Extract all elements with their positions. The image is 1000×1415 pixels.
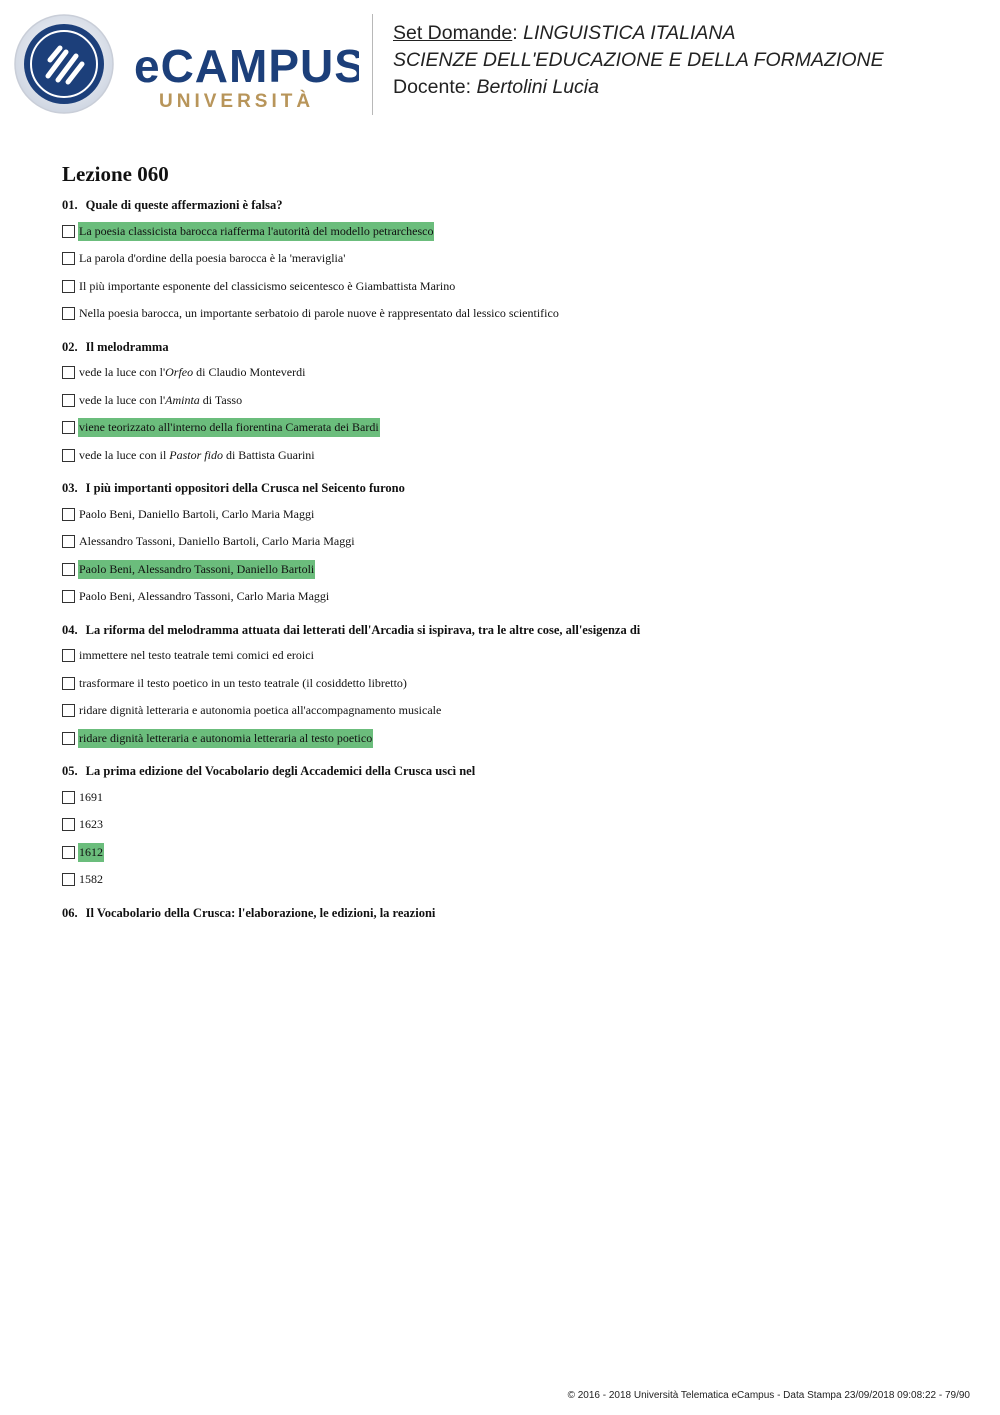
answer-option[interactable] <box>62 646 962 666</box>
answer-text-part: vede la luce con il <box>79 447 170 462</box>
answer-text <box>78 587 330 606</box>
answer-option[interactable] <box>62 276 962 296</box>
answer-text <box>78 505 315 524</box>
logo-wordmark: eCAMPUS <box>134 40 359 92</box>
answer-option[interactable] <box>62 701 962 721</box>
answer-text-part: vede la luce con l' <box>79 392 166 407</box>
ecampus-logo <box>14 14 359 118</box>
answer-option[interactable] <box>62 363 962 383</box>
answer-text <box>78 646 315 665</box>
teacher-label: Docente: <box>393 76 472 98</box>
answer-text-part: trasformare il testo poetico in un testo teatrale (il cosiddetto libretto) <box>79 675 407 690</box>
answer-checkbox[interactable] <box>62 307 75 320</box>
answer-checkbox[interactable] <box>62 394 75 407</box>
answer-text-part: viene teorizzato all'interno della fiorentina Camerata dei Bardi <box>79 420 379 434</box>
answer-text <box>78 277 456 296</box>
teacher-name: Bertolini Lucia <box>476 76 599 98</box>
answer-text-part: vede la luce con l' <box>79 365 166 379</box>
question-text <box>62 338 962 356</box>
answer-checkbox[interactable] <box>62 791 75 804</box>
answer-text-correct <box>78 843 104 862</box>
question-number: 06. <box>62 905 78 920</box>
answer-text-correct <box>78 729 373 748</box>
answer-checkbox[interactable] <box>62 873 75 886</box>
question-text <box>62 479 962 497</box>
answer-option[interactable] <box>62 390 962 410</box>
answer-checkbox[interactable] <box>62 563 75 576</box>
question-text <box>62 762 962 780</box>
answer-option[interactable] <box>62 870 962 890</box>
answer-checkbox[interactable] <box>62 366 75 379</box>
answer-checkbox[interactable] <box>62 225 75 238</box>
answer-text <box>78 870 104 889</box>
answer-text <box>78 815 104 834</box>
answer-option[interactable] <box>62 504 962 524</box>
question-label: Quale di queste affermazioni è falsa? <box>85 198 283 212</box>
question-number: 01. <box>62 198 78 212</box>
answer-text-correct <box>78 222 434 241</box>
answer-checkbox[interactable] <box>62 535 75 548</box>
answer-checkbox[interactable] <box>62 818 75 831</box>
question-number: 04. <box>62 622 78 637</box>
answer-option[interactable] <box>62 304 962 324</box>
answer-text-correct <box>78 418 380 437</box>
answer-option[interactable] <box>62 445 962 465</box>
answer-checkbox[interactable] <box>62 421 75 434</box>
question-label: I più importanti oppositori della Crusca nel Seicento furono <box>85 481 405 495</box>
answer-option[interactable] <box>62 418 962 438</box>
answer-option[interactable] <box>62 249 962 269</box>
answer-text-part: La poesia classicista barocca riafferma l'autorità del modello petrarchesco <box>79 223 434 238</box>
answer-text <box>78 249 346 268</box>
question-text <box>62 196 962 214</box>
answer-text-part: 1582 <box>79 872 103 886</box>
question-list <box>62 196 962 936</box>
question-number: 02. <box>62 339 78 354</box>
page-footer: © 2016 - 2018 Università Telematica eCampus - Data Stampa 23/09/2018 09:08:22 - 79/90 <box>567 1390 970 1401</box>
answer-option[interactable] <box>62 587 962 607</box>
question-block <box>62 621 962 749</box>
answer-text-title: Pastor fido <box>169 447 223 462</box>
answer-text-part: La parola d'ordine della poesia barocca è la 'meraviglia' <box>79 251 346 265</box>
header-teacher-line <box>393 74 884 101</box>
answer-text-part: Paolo Beni, Alessandro Tassoni, Daniello Bartoli <box>79 561 315 576</box>
answer-text-part: 1691 <box>79 789 103 804</box>
answer-checkbox[interactable] <box>62 732 75 745</box>
answer-text-title: Orfeo <box>165 365 194 379</box>
answer-option[interactable] <box>62 532 962 552</box>
answer-text <box>78 446 316 465</box>
answer-option[interactable] <box>62 842 962 862</box>
header-course-line <box>393 47 884 74</box>
answer-checkbox[interactable] <box>62 252 75 265</box>
answer-text-part: Paolo Beni, Daniello Bartoli, Carlo Maria Maggi <box>79 506 315 521</box>
answer-text-part: Nella poesia barocca, un importante serbatoio di parole nuove è rappresentato dal lessico scientifico <box>79 306 559 320</box>
answer-option[interactable] <box>62 787 962 807</box>
question-number: 03. <box>62 481 78 495</box>
answer-option[interactable] <box>62 559 962 579</box>
answer-option[interactable] <box>62 221 962 241</box>
answer-text-part: ridare dignità letteraria e autonomia poetica all'accompagnamento musicale <box>79 703 442 717</box>
set-label: Set Domande <box>393 22 513 44</box>
header-set-line: Set Domande: LINGUISTICA ITALIANA <box>393 22 736 44</box>
question-block <box>62 479 962 607</box>
answer-checkbox[interactable] <box>62 649 75 662</box>
answer-option[interactable] <box>62 728 962 748</box>
answer-text-part: Il più importante esponente del classicismo seicentesco è Giambattista Marino <box>79 278 456 293</box>
answer-checkbox[interactable] <box>62 590 75 603</box>
answer-option[interactable] <box>62 815 962 835</box>
answer-checkbox[interactable] <box>62 677 75 690</box>
answer-checkbox[interactable] <box>62 280 75 293</box>
answer-text-part: 1623 <box>79 817 103 831</box>
answer-text-part: di Tasso <box>199 392 243 407</box>
question-block <box>62 762 962 890</box>
answer-text-part: di Battista Guarini <box>222 447 315 462</box>
logo-emblem-disc <box>24 24 104 104</box>
answer-text-part: 1612 <box>79 844 103 859</box>
question-label: Il melodramma <box>85 339 169 354</box>
set-value: LINGUISTICA ITALIANA <box>523 22 736 44</box>
question-label: La riforma del melodramma attuata dai letterati dell'Arcadia si ispirava, tra le altre cose, all'esigenza di <box>85 622 641 637</box>
course-name: SCIENZE DELL'EDUCAZIONE E DELLA FORMAZIONE <box>393 49 884 71</box>
answer-checkbox[interactable] <box>62 449 75 462</box>
answer-text-part: Alessandro Tassoni, Daniello Bartoli, Carlo Maria Maggi <box>79 534 355 548</box>
answer-text <box>78 363 306 382</box>
question-label: Il Vocabolario della Crusca: l'elaborazione, le edizioni, la reazioni <box>85 905 436 920</box>
answer-text-part: Paolo Beni, Alessandro Tassoni, Carlo Maria Maggi <box>79 589 330 603</box>
logo-subtitle: UNIVERSITÀ <box>159 91 315 112</box>
answer-option[interactable] <box>62 673 962 693</box>
header-divider <box>372 14 373 115</box>
answer-text-correct <box>78 560 315 579</box>
lesson-title: Lezione 060 <box>62 162 169 186</box>
question-block <box>62 904 962 922</box>
answer-text-part: ridare dignità letteraria e autonomia letteraria al testo poetico <box>79 730 373 745</box>
question-label: La prima edizione del Vocabolario degli Accademici della Crusca uscì nel <box>85 764 476 778</box>
header-info <box>393 20 884 101</box>
answer-checkbox[interactable] <box>62 704 75 717</box>
answer-text <box>78 701 442 720</box>
answer-checkbox[interactable] <box>62 508 75 521</box>
answer-text-part: immettere nel testo teatrale temi comici ed eroici <box>79 648 314 662</box>
answer-checkbox[interactable] <box>62 846 75 859</box>
answer-text <box>78 532 356 551</box>
answer-text-title: Aminta <box>165 392 200 407</box>
question-text <box>62 621 962 639</box>
answer-text <box>78 391 243 410</box>
question-number: 05. <box>62 764 78 778</box>
answer-text-part: di Claudio Monteverdi <box>193 365 306 379</box>
question-text <box>62 904 962 922</box>
question-block <box>62 338 962 466</box>
answer-text <box>78 788 104 807</box>
answer-text <box>78 674 408 693</box>
answer-text <box>78 304 560 323</box>
question-block <box>62 196 962 324</box>
